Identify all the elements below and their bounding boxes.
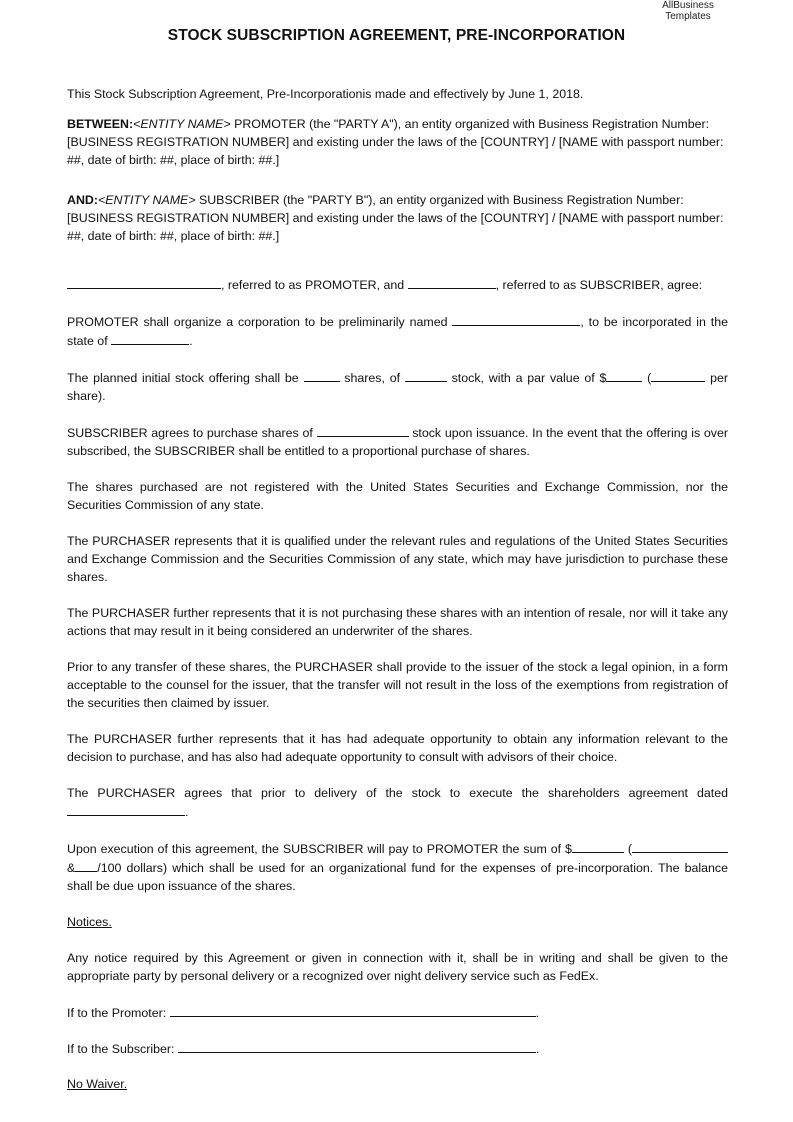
offering-text-4: ( (642, 371, 652, 385)
payment-text-1: Upon execution of this agreement, the SUBSCRIBER will pay to PROMOTER the sum of $ (67, 842, 572, 856)
shareholders-paragraph (67, 784, 728, 821)
organize-text-3: . (189, 334, 193, 348)
payment-cents-blank[interactable] (75, 858, 97, 872)
party-a-text: PROMOTER (the "PARTY A"), an entity organized with Business Registration Number: [BUSINESS REGISTRATION NUMBER] and existing under the laws of the [COUNTRY] / [NAME with passport number: ##, date of birth: ##, place of birth: ##.] (67, 117, 724, 167)
promoter-address-blank[interactable] (170, 1003, 536, 1017)
shareholders-text-1: The PURCHASER agrees that prior to delivery of the stock to execute the shareholders agreement dated (67, 786, 728, 800)
payment-words-blank[interactable] (632, 839, 728, 853)
shares-count-blank[interactable] (304, 368, 340, 382)
to-subscriber-label: If to the Subscriber: (67, 1042, 178, 1056)
purchase-text-1: SUBSCRIBER agrees to purchase shares of (67, 426, 317, 440)
par-value-blank[interactable] (606, 368, 642, 382)
transfer-paragraph: Prior to any transfer of these shares, the PURCHASER shall provide to the issuer of the stock a legal opinion, in a form acceptable to the counsel for the issuer, that the transfer will not result in the loss of the exemptions from registration of the securities then claimed by issuer. (67, 660, 728, 710)
document-title: STOCK SUBSCRIPTION AGREEMENT, PRE-INCORPORATION (167, 27, 626, 44)
not-registered-paragraph: The shares purchased are not registered with the United States Securities and Exchange Commission, nor the Securities Commission of any state. (67, 480, 728, 512)
payment-amount-blank[interactable] (572, 839, 624, 853)
referred-paragraph (67, 275, 728, 294)
corporation-name-blank[interactable] (452, 312, 580, 326)
state-blank[interactable] (111, 331, 189, 345)
brand-line-2: Templates (665, 11, 711, 22)
promoter-address-period: . (535, 1006, 540, 1020)
shareholders-text-2: . (185, 805, 189, 819)
shareholders-date-blank[interactable] (67, 802, 185, 816)
payment-text-3: & (67, 861, 76, 875)
subscriber-address-period: . (535, 1042, 540, 1056)
payment-text-4: /100 dollars) which shall be used for an organizational fund for the expenses of pre-incorporation. The balance shall be due upon issuance of the shares. (67, 861, 728, 893)
referred-text-2: , referred to as SUBSCRIBER, agree: (495, 278, 703, 292)
brand-logo (648, 0, 728, 22)
brand-line-1: AllBusiness (662, 0, 714, 11)
opportunity-paragraph: The PURCHASER further represents that it has had adequate opportunity to obtain any information relevant to the decision to purchase, and has also had adequate opportunity to consult with advisors of their choice. (67, 732, 728, 764)
organize-text-2: , to be incorporated in the state of (67, 315, 728, 348)
party-b-paragraph (67, 191, 728, 245)
party-b-entity: <ENTITY NAME> (97, 193, 196, 207)
organize-text-1: PROMOTER shall organize a corporation to be preliminarily named (67, 315, 453, 329)
and-label: AND: (67, 193, 98, 207)
qualified-paragraph: The PURCHASER represents that it is qualified under the relevant rules and regulations of the United States Securities and Exchange Commission and the Securities Commission of any state, which may have jurisdiction to purchase these shares. (67, 534, 728, 584)
organize-paragraph (67, 312, 728, 350)
payment-text-2: ( (623, 842, 632, 856)
stock-class-blank[interactable] (405, 368, 447, 382)
subscriber-address-blank[interactable] (178, 1039, 536, 1053)
offering-paragraph (67, 368, 728, 405)
promoter-name-blank[interactable] (67, 275, 221, 289)
party-a-paragraph (67, 115, 728, 169)
offering-text-1: The planned initial stock offering shall be (67, 371, 304, 385)
referred-text-1: , referred to as PROMOTER, and (221, 278, 408, 292)
between-label: BETWEEN: (67, 117, 134, 131)
party-a-entity: <ENTITY NAME> (133, 117, 231, 131)
offering-text-2: shares, of (339, 371, 405, 385)
subscriber-name-blank[interactable] (408, 275, 496, 289)
offering-text-3: stock, with a par value of $ (446, 371, 607, 385)
purchase-text-2: stock upon issuance. In the event that the offering is over subscribed, the SUBSCRIBER shall be entitled to a proportional purchase of shares. (67, 426, 728, 458)
offering-text-5: per share). (67, 371, 729, 403)
no-waiver-heading: No Waiver. (67, 1077, 128, 1091)
party-b-text: SUBSCRIBER (the "PARTY B"), an entity organized with Business Registration Number: [BUSINESS REGISTRATION NUMBER] and existing under the laws of the [COUNTRY] / [NAME with passport number: ##, date of birth: ##, place of birth: ##.] (67, 193, 724, 243)
notices-heading: Notices. (67, 915, 112, 929)
payment-paragraph (67, 839, 728, 895)
to-promoter-label: If to the Promoter: (67, 1006, 170, 1020)
purchase-shares-blank[interactable] (317, 423, 409, 437)
document-body (67, 85, 728, 1093)
par-value-words-blank[interactable] (651, 368, 705, 382)
notices-paragraph: Any notice required by this Agreement or given in connection with it, shall be in writing and shall be given to the appropriate party by personal delivery or a recognized over night delivery service such as FedEx. (67, 951, 728, 983)
purchase-paragraph (67, 423, 728, 460)
intro-paragraph: This Stock Subscription Agreement, Pre-Incorporationis made and effectively by June 1, 2018. (67, 87, 584, 101)
subscriber-address-line (67, 1039, 728, 1058)
no-resale-paragraph: The PURCHASER further represents that it is not purchasing these shares with an intention of resale, nor will it take any actions that may result in it being considered an underwriter of the shares. (67, 606, 728, 638)
promoter-address-line (67, 1003, 728, 1022)
